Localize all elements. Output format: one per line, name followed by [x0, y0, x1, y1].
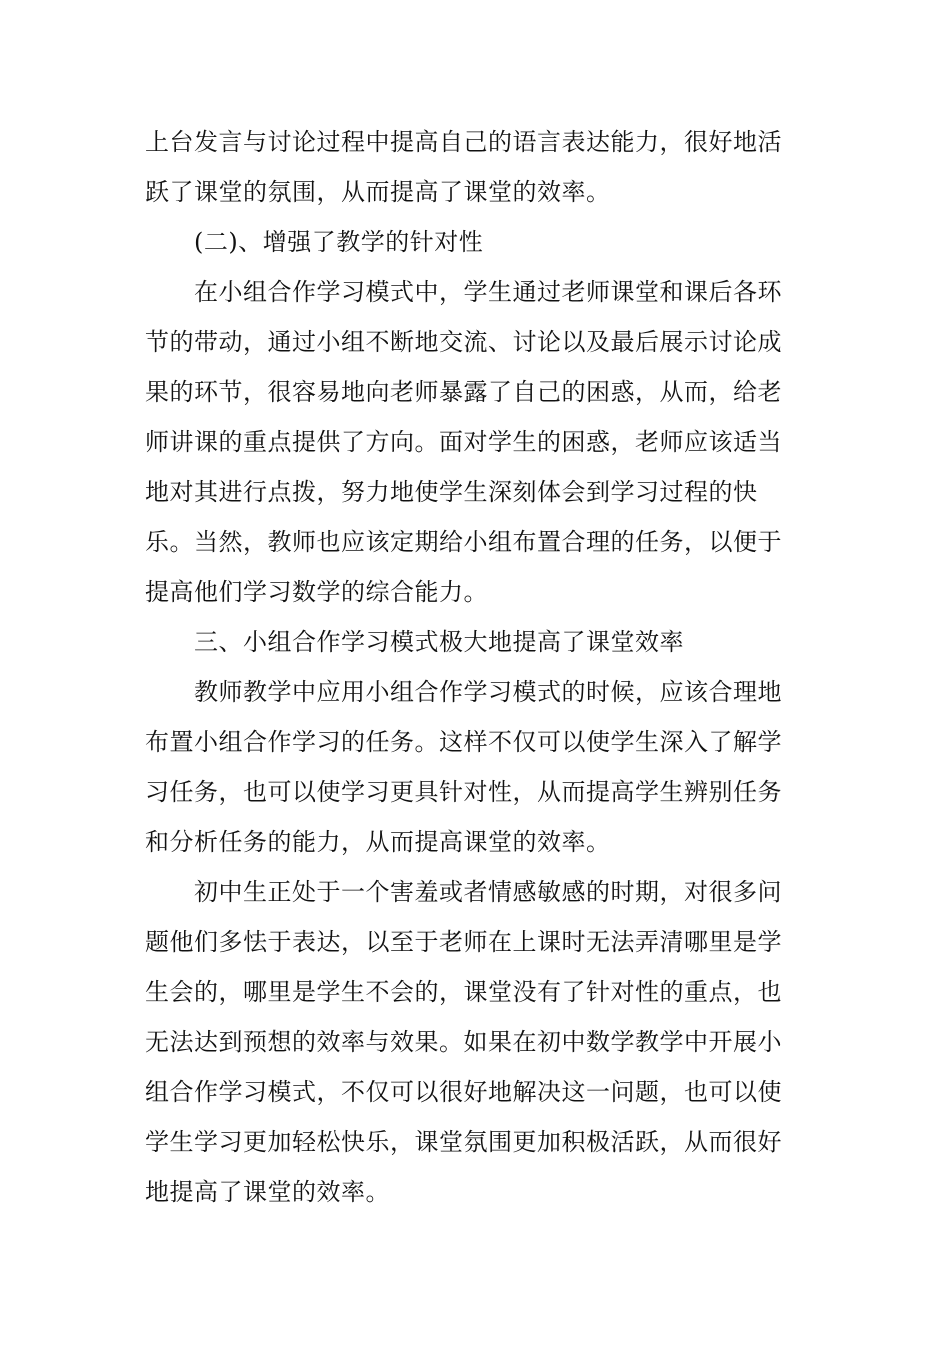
text-line: 地提高了课堂的效率。	[145, 1178, 390, 1206]
text-line: 教师教学中应用小组合作学习模式的时候，应该合理地	[194, 678, 782, 706]
text-line: 乐。当然，教师也应该定期给小组布置合理的任务，以便于	[145, 528, 782, 556]
text-line: 节的带动，通过小组不断地交流、讨论以及最后展示讨论成	[145, 328, 782, 356]
text-line: 果的环节，很容易地向老师暴露了自己的困惑，从而，给老	[145, 378, 782, 406]
text-line: 师讲课的重点提供了方向。面对学生的困惑，老师应该适当	[145, 428, 782, 456]
text-line: 跃了课堂的氛围，从而提高了课堂的效率。	[145, 178, 611, 206]
text-line: 地对其进行点拨，努力地使学生深刻体会到学习过程的快	[145, 478, 758, 506]
text-line: 无法达到预想的效率与效果。如果在初中数学教学中开展小	[145, 1028, 782, 1056]
text-line: 上台发言与讨论过程中提高自己的语言表达能力，很好地活	[145, 128, 782, 156]
text-line: 生会的，哪里是学生不会的，课堂没有了针对性的重点，也	[145, 978, 782, 1006]
section-heading: 三、小组合作学习模式极大地提高了课堂效率	[194, 628, 684, 656]
text-line: 学生学习更加轻松快乐，课堂氛围更加积极活跃，从而很好	[145, 1128, 782, 1156]
text-line: 习任务，也可以使学习更具针对性，从而提高学生辨别任务	[145, 778, 782, 806]
text-line: 初中生正处于一个害羞或者情感敏感的时期，对很多问	[194, 878, 782, 906]
text-line: 和分析任务的能力，从而提高课堂的效率。	[145, 828, 611, 856]
text-line: 组合作学习模式，不仅可以很好地解决这一问题，也可以使	[145, 1078, 782, 1106]
text-line: 布置小组合作学习的任务。这样不仅可以使学生深入了解学	[145, 728, 782, 756]
text-line: 在小组合作学习模式中，学生通过老师课堂和课后各环	[194, 278, 782, 306]
text-line: 题他们多怯于表达，以至于老师在上课时无法弄清哪里是学	[145, 928, 782, 956]
text-line: 提高他们学习数学的综合能力。	[145, 578, 488, 606]
section-heading: (二)、增强了教学的针对性	[194, 228, 484, 256]
